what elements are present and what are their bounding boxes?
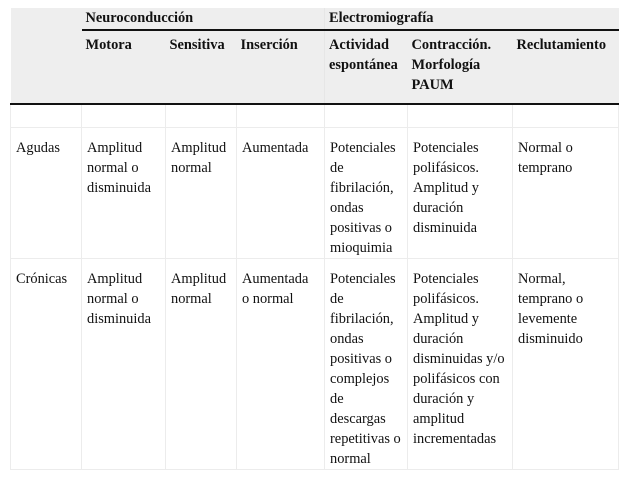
cell-insercion: Aumentada <box>237 128 325 259</box>
header-electromiografia: Electromiografía <box>325 8 619 30</box>
emg-findings-table <box>10 8 619 470</box>
table-row <box>11 128 619 259</box>
header-motora: Motora <box>82 30 166 104</box>
cell-motora: Amplitud normal o disminuida <box>82 128 166 259</box>
cell-reclutamiento: Normal, temprano o levemente disminuido <box>513 259 619 470</box>
cell-contraccion: Potenciales polifásicos. Amplitud y duración disminuidas y/o polifásicos con duración y amplitud incrementadas <box>408 259 513 470</box>
row-label: Agudas <box>11 128 82 259</box>
cell-sensitiva: Amplitud normal <box>166 259 237 470</box>
cell-contraccion: Potenciales polifásicos. Amplitud y duración disminuida <box>408 128 513 259</box>
header-actividad-espontanea: Actividad espontánea <box>325 30 408 104</box>
cell-actividad: Potenciales de fibrilación, ondas positivas o mioquimia <box>325 128 408 259</box>
cell-actividad: Potenciales de fibrilación, ondas positivas o complejos de descargas repetitivas o normal <box>325 259 408 470</box>
header-contraccion-morfologia: Contracción. Morfología PAUM <box>408 30 513 104</box>
header-sensitiva: Sensitiva <box>166 30 237 104</box>
row-label: Crónicas <box>11 259 82 470</box>
header-neuroconduccion: Neuroconducción <box>82 8 325 30</box>
header-reclutamiento: Reclutamiento <box>513 30 619 104</box>
header-column-row <box>11 30 619 104</box>
header-corner <box>11 8 82 30</box>
header-group-row <box>11 8 619 30</box>
header-insercion: Inserción <box>237 30 325 104</box>
cell-motora: Amplitud normal o disminuida <box>82 259 166 470</box>
table-row <box>11 259 619 470</box>
header-corner-lower <box>11 30 82 104</box>
spacer-row <box>11 104 619 128</box>
cell-sensitiva: Amplitud normal <box>166 128 237 259</box>
cell-insercion: Aumentada o normal <box>237 259 325 470</box>
cell-reclutamiento: Normal o temprano <box>513 128 619 259</box>
